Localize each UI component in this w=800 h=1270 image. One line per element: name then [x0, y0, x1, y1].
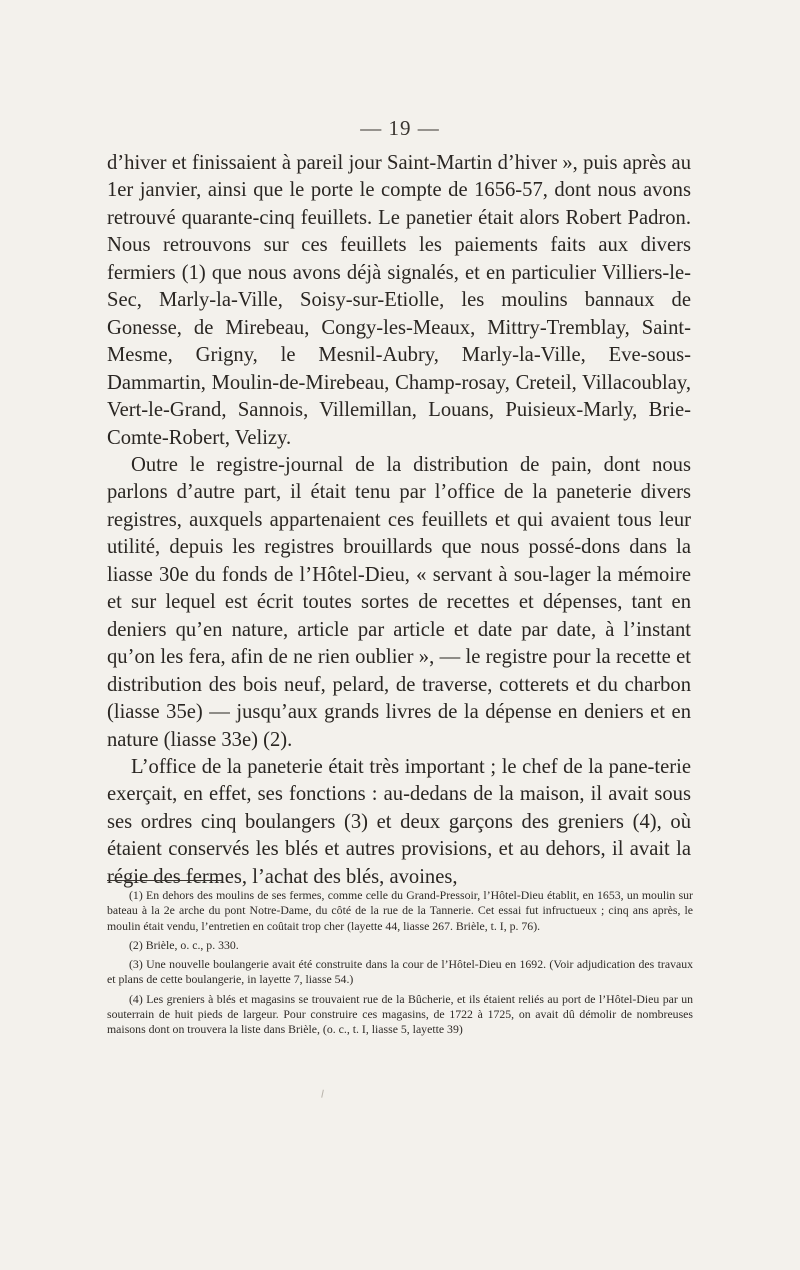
footnote-4: (4) Les greniers à blés et magasins se trouvaient rue de la Bûcherie, et ils étaient reliés au port de l’Hôtel-Dieu par un souterrain de huit pieds de largeur. Pour construire ces magasins, de 1722 à 1725, on avait dû démolir de nombreuses maisons dont on trouvera la liste dans Brièle, (o. c., t. I, liasse 5, layette 39) — [107, 991, 693, 1037]
footnote-1: (1) En dehors des moulins de ses fermes, comme celle du Grand-Pressoir, l’Hôtel-Dieu établit, en 1653, un moulin sur bateau à la 2e arche du pont Notre-Dame, du côté de la rue de la Tannerie. Cet essai fut infructueux ; cinq ans après, le moulin était vendu, l’entretien en coûtait trop cher (layette 44, liasse 267. Brièle, t. I, p. 76). — [107, 888, 693, 933]
footnote-separator — [107, 880, 223, 881]
page-number: — 19 — — [360, 116, 440, 140]
footnote-3: (3) Une nouvelle boulangerie avait été construite dans la cour de l’Hôtel-Dieu en 1692. (Voir adjudication des travaux et plans de cette boulangerie, in layette 7, liasse 54.) — [107, 957, 693, 987]
footnotes — [107, 888, 693, 1042]
main-text — [107, 150, 691, 891]
footnote-2: (2) Brièle, o. c., p. 330. — [129, 937, 239, 952]
paragraph-2: Outre le registre-journal de la distribution de pain, dont nous parlons d’autre part, il était tenu par l’office de la paneterie divers registres, auxquels appartenaient ces feuillets et qui avaient tous leur utilité, depuis les registres brouillards que nous possé-dons dans la liasse 30e du fonds de l’Hôtel-Dieu, « servant à sou-lager la mémoire et sur lequel est écrit toutes sortes de recettes et dépenses, tant en deniers qu’en nature, article par article et date par date, à l’instant qu’on les fera, afin de ne rien oublier », — le registre pour la recette et distribution des bois neuf, pelard, de traverse, cotterets et du charbon (liasse 35e) — jusqu’aux grands livres de la dépense en deniers et en nature (liasse 33e) (2). — [107, 453, 691, 751]
paragraph-3: L’office de la paneterie était très important ; le chef de la pane-terie exerçait, en effet, ses fonctions : au-dedans de la maison, il avait sous ses ordres cinq boulangers (3) et deux garçons des greniers (4), où étaient conservés les blés et autres provisions, et au dehors, il avait la régie des fermes, l’achat des blés, avoines, — [107, 755, 691, 888]
paragraph-1: d’hiver et finissaient à pareil jour Saint-Martin d’hiver », puis après au 1er janvier, ainsi que le porte le compte de 1656-57, dont nous avons retrouvé quarante-cinq feuillets. Le panetier était alors Robert Padron. Nous retrouvons sur ces feuillets les paiements faits aux divers fermiers (1) que nous avons déjà signalés, et en particulier Villiers-le-Sec, Marly-la-Ville, Soisy-sur-Etiolle, les moulins bannaux de Gonesse, de Mirebeau, Congy-les-Meaux, Mittry-Tremblay, Saint-Mesme, Grigny, le Mesnil-Aubry, Marly-la-Ville, Eve-sous-Dammartin, Moulin-de-Mirebeau, Champ-rosay, Creteil, Villacoublay, Vert-le-Grand, Sannois, Villemillan, Louans, Puisieux-Marly, Brie-Comte-Robert, Velizy. — [107, 152, 691, 449]
paper-speck — [321, 1090, 327, 1099]
